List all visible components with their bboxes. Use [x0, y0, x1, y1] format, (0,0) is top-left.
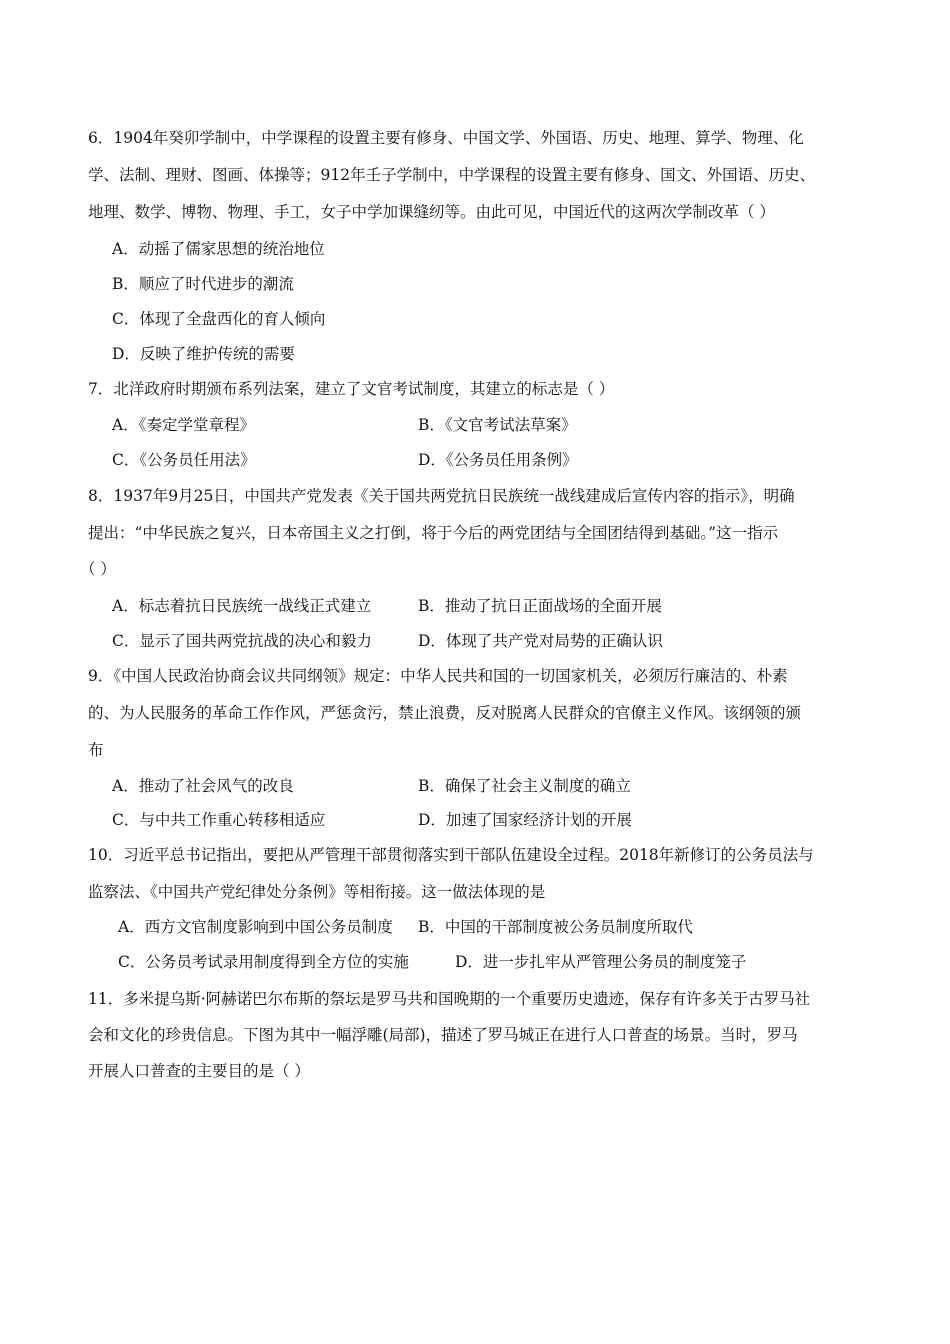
question-8-option-b: B．推动了抗日正面战场的全面开展	[418, 597, 662, 615]
question-11-text-line-2: 会和文化的珍贵信息。下图为其中一幅浮雕(局部)，描述了罗马城正在进行人口普查的场景。当时，罗马	[88, 1026, 798, 1044]
question-8-text-line-1: 8．1937年9月25日，中国共产党发表《关于国共两党抗日民族统一战线建成后宣传内容的指示》，明确	[88, 487, 795, 505]
question-8-option-d: D．体现了共产党对局势的正确认识	[418, 632, 663, 650]
question-11-text-line-3: 开展人口普查的主要目的是（ ）	[88, 1062, 310, 1080]
question-10-option-a: A．西方文官制度影响到中国公务员制度	[118, 918, 393, 936]
question-9-option-b: B．确保了社会主义制度的确立	[418, 777, 631, 795]
question-7-text-line-1: 7．北洋政府时期颁布系列法案，建立了文官考试制度，其建立的标志是（ ）	[88, 380, 615, 398]
question-10-text-line-1: 10．习近平总书记指出，要把从严管理干部贯彻落实到干部队伍建设全过程。2018年新修订的公务员法与	[88, 846, 814, 864]
question-7-option-d: D．《公务员任用条例》	[418, 451, 578, 469]
question-6-option-a: A．动摇了儒家思想的统治地位	[112, 240, 325, 258]
question-6-text-line-3: 地理、数学、博物、物理、手工，女子中学加课缝纫等。由此可见，中国近代的这两次学制改革（ ）	[88, 203, 775, 221]
question-6-text-line-2: 学、法制、理财、图画、体操等；912年壬子学制中，中学课程的设置主要有修身、国文、外国语、历史、	[88, 166, 816, 184]
question-8-text-line-3: （ ）	[80, 560, 116, 578]
question-9-text-line-1: 9．《中国人民政治协商会议共同纲领》规定：中华人民共和国的一切国家机关，必须厉行廉洁的、朴素	[88, 667, 788, 685]
question-6-option-b: B．顺应了时代进步的潮流	[112, 275, 294, 293]
question-9-option-c: C．与中共工作重心转移相适应	[112, 811, 326, 829]
question-6-text-line-1: 6．1904年癸卯学制中，中学课程的设置主要有修身、中国文学、外国语、历史、地理、算学、物理、化	[88, 129, 804, 147]
question-7-option-c: C．《公务员任用法》	[112, 451, 256, 469]
question-10-option-b: B．中国的干部制度被公务员制度所取代	[418, 918, 693, 936]
question-6-option-c: C．体现了全盘西化的育人倾向	[112, 310, 326, 328]
question-9-text-line-3: 布	[88, 741, 104, 759]
question-9-text-line-2: 的、为人民服务的革命工作作风，严惩贪污，禁止浪费，反对脱离人民群众的官僚主义作风。该纲领的颁	[88, 704, 802, 722]
question-10-option-d: D．进一步扎牢从严管理公务员的制度笼子	[455, 953, 747, 971]
question-8-text-line-2: 提出：“中华民族之复兴，日本帝国主义之打倒，将于今后的两党团结与全国团结得到基础。”这一指示	[88, 524, 779, 542]
question-7-option-a: A．《奏定学堂章程》	[112, 416, 255, 434]
question-9-option-a: A．推动了社会风气的改良	[112, 777, 294, 795]
question-6-option-d: D．反映了维护传统的需要	[112, 345, 295, 363]
question-8-option-a: A．标志着抗日民族统一战线正式建立	[112, 597, 372, 615]
question-10-option-c: C．公务员考试录用制度得到全方位的实施	[118, 953, 409, 971]
question-8-option-c: C．显示了国共两党抗战的决心和毅力	[112, 632, 372, 650]
question-9-option-d: D．加速了国家经济计划的开展	[418, 811, 632, 829]
question-11-text-line-1: 11．多米提乌斯·阿赫诺巴尔布斯的祭坛是罗马共和国晚期的一个重要历史遗迹，保存有许多关于古罗马社	[88, 990, 811, 1008]
question-10-text-line-2: 监察法、《中国共产党纪律处分条例》等相衔接。这一做法体现的是	[88, 883, 546, 901]
question-7-option-b: B．《文官考试法草案》	[418, 416, 577, 434]
